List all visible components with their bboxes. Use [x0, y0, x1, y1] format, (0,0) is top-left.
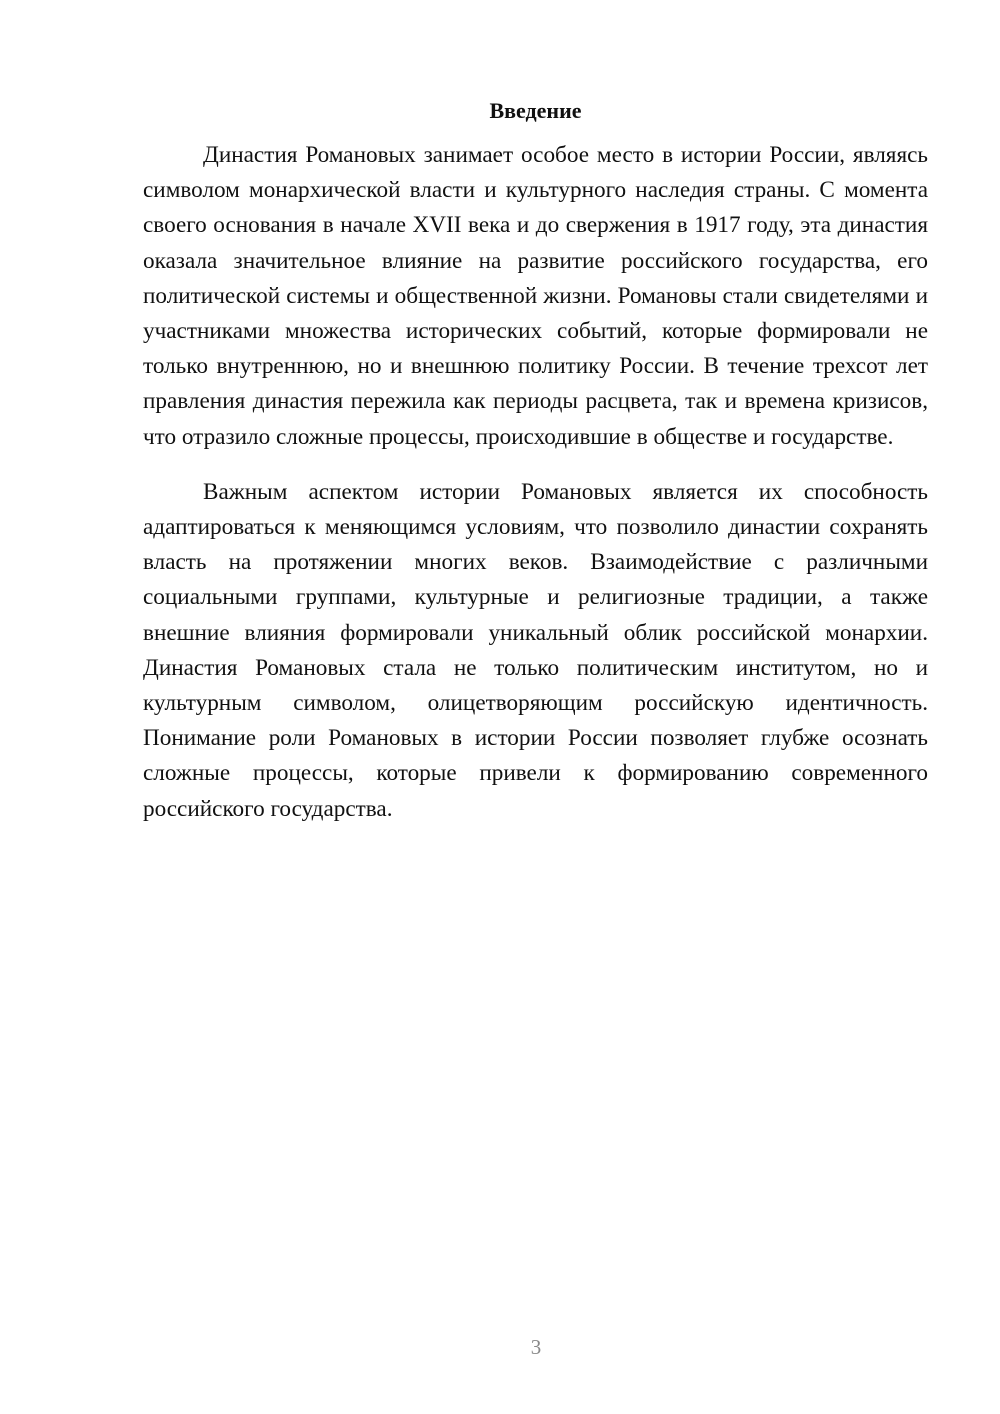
section-heading: Введение [489, 98, 582, 123]
page-number: 3 [530, 1335, 542, 1359]
page-content [143, 96, 928, 827]
paragraph-1: Династия Романовых занимает особое место в истории России, являясь символом монархической власти и культурного наследия страны. С момента своего основания в начале XVII века и до свержения в 1917 году, эта династия оказала значительное влияние на развитие российского государства, его политической системы и общественной жизни. Романовы стали свидетелями и участниками множества исторических событий, которые формировали не только внутреннюю, но и внешнюю политику России. В течение трехсот лет правления династия пережила как периоды расцвета, так и времена кризисов, что отразило сложные процессы, происходившие в обществе и государстве. [143, 142, 928, 450]
paragraph-2: Важным аспектом истории Романовых является их способность адаптироваться к меняющимся условиям, что позволило династии сохранять власть на протяжении многих веков. Взаимодействие с различными социальными группами, культурные и религиозные традиции, а также внешние влияния формировали уникальный облик российской монархии. Династия Романовых стала не только политическим институтом, но и культурным символом, олицетворяющим российскую идентичность. Понимание роли Романовых в истории России позволяет глубже осознать сложные процессы, которые привели к формированию современного российского государства. [143, 478, 928, 822]
